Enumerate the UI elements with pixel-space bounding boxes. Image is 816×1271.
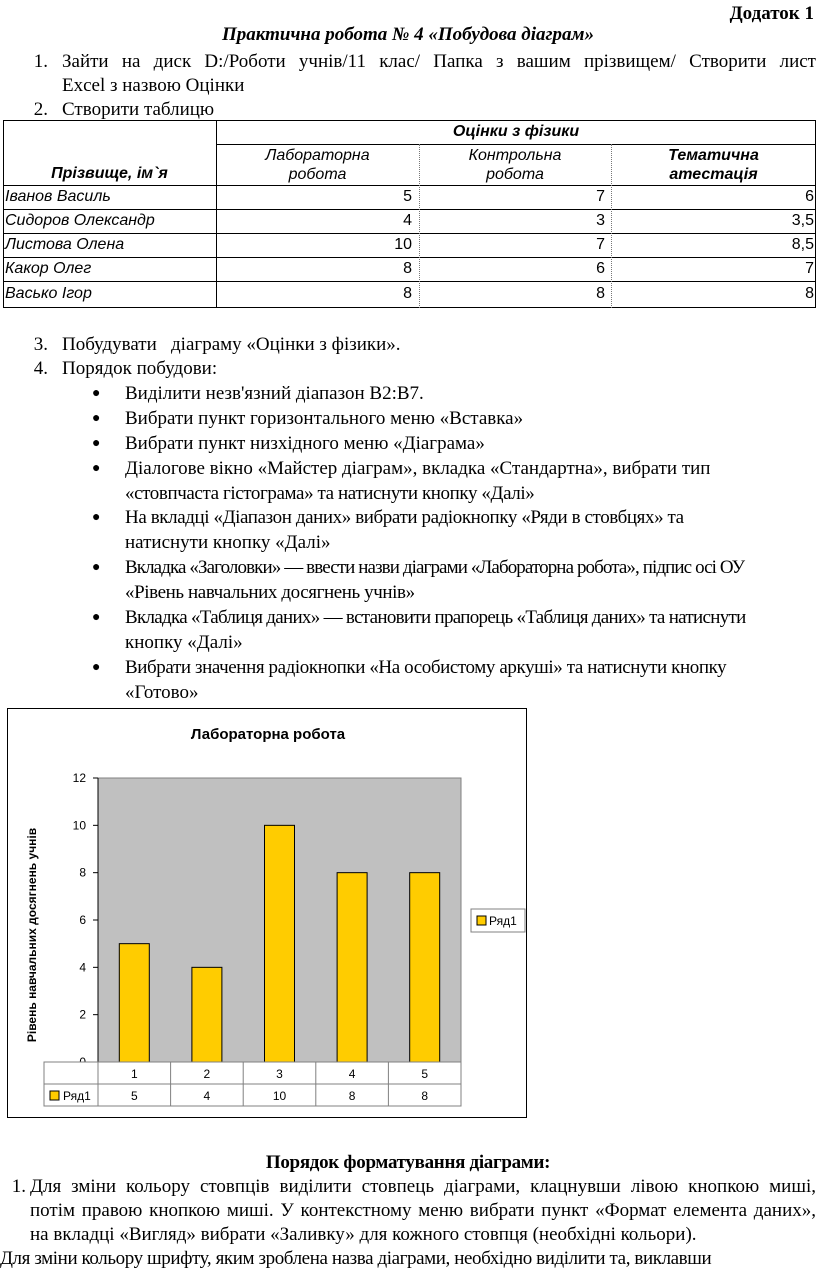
surname-header: Прізвище, ім`я — [51, 165, 168, 182]
grade-lab: 4 — [403, 212, 412, 229]
column-header-test: Контрольна робота — [468, 147, 562, 183]
list-item-text: натиснути кнопку «Далі» — [125, 532, 331, 553]
data-table-series-key — [50, 1091, 59, 1100]
grade-thematic: 6 — [805, 188, 814, 205]
list-item-text: Вкладка «Таблиця даних» — встановити прапорець «Таблиця даних» та натиснути — [125, 607, 746, 628]
student-name: Листова Олена — [5, 236, 125, 253]
grade-thematic: 7 — [805, 260, 814, 277]
list-item-text: Вибрати значення радіокнопки «На особистому аркуші» та натиснути кнопку — [125, 657, 727, 678]
data-table-value: 4 — [203, 1089, 211, 1103]
group-header: Оцінки з фізики — [452, 123, 580, 140]
bar — [410, 873, 440, 1062]
bar — [192, 967, 222, 1062]
list-item-text: Діалогове вікно «Майстер діаграм», вкладка «Стандартна», вибрати тип — [125, 458, 711, 479]
category-label: 1 — [130, 1067, 138, 1081]
step-number: 2. — [33, 99, 48, 120]
step-number: 1. — [11, 1176, 26, 1197]
step-number: 3. — [33, 334, 48, 355]
grade-test: 8 — [596, 285, 605, 302]
category-label: 3 — [276, 1067, 283, 1081]
chart-title: Лабораторна робота — [190, 726, 346, 743]
step-text-line: Створити таблицю — [62, 99, 215, 120]
grade-test: 7 — [596, 236, 605, 253]
grade-test: 6 — [596, 260, 605, 277]
grades-table — [3, 120, 816, 308]
grade-thematic: 8,5 — [791, 236, 814, 253]
grade-lab: 8 — [403, 260, 412, 277]
step-text-line: Зайти на диск D:/Роботи учнів/11 клас/ Папка з вашим прізвищем/ Створити лист — [62, 51, 816, 72]
list-item-text: На вкладці «Діапазон даних» вибрати радіокнопку «Ряди в стовбцях» та — [125, 507, 684, 528]
bullet-icon: ● — [92, 560, 101, 575]
appendix-label: Додаток 1 — [729, 3, 814, 24]
y-tick-label: 10 — [72, 818, 86, 833]
y-tick-label: 8 — [79, 865, 86, 880]
y-axis-label: Рівень навчальних досягнень учнів — [25, 827, 39, 1043]
bullet-icon: ● — [92, 436, 101, 451]
grade-lab: 8 — [403, 285, 412, 302]
data-table-value: 5 — [130, 1089, 138, 1103]
bar — [337, 873, 367, 1062]
step-text-line: Для зміни кольору стовпців виділити стовпець діаграми, клацнувши лівою кнопкою миші, — [30, 1176, 816, 1197]
step-number: 1. — [33, 51, 48, 72]
student-name: Васько Ігор — [5, 285, 92, 302]
grade-lab: 5 — [403, 188, 412, 205]
y-tick-label: 2 — [79, 1007, 86, 1022]
student-name: Сидоров Олександр — [5, 212, 155, 229]
grade-thematic: 8 — [805, 285, 814, 302]
list-item-text: Вибрати пункт низхідного меню «Діаграма» — [125, 433, 485, 454]
bullet-icon: ● — [92, 386, 101, 401]
category-label: 4 — [348, 1067, 356, 1081]
list-item-text: кнопку «Далі» — [125, 632, 243, 653]
list-item-text: «Рівень навчальних досягнень учнів» — [125, 582, 415, 603]
y-tick-label: 4 — [79, 960, 86, 975]
grade-test: 7 — [596, 188, 605, 205]
legend-key — [477, 916, 486, 925]
student-name: Какор Олег — [5, 260, 92, 277]
step-text-line: Excel з назвою Оцінки — [62, 75, 245, 96]
bar — [265, 825, 295, 1062]
data-table-value: 10 — [272, 1089, 287, 1103]
bar-chart — [8, 709, 526, 1117]
step-text-line: Побудувати діаграму «Оцінки з фізики». — [62, 334, 401, 355]
category-label: 2 — [203, 1067, 211, 1081]
grade-thematic: 3,5 — [791, 212, 814, 229]
student-name: Іванов Василь — [5, 188, 111, 205]
list-item-text: «Готово» — [125, 682, 199, 703]
step-text-line: потім правою кнопкою миші. У контекстному меню вибрати пункт «Формат елемента даних», — [30, 1200, 816, 1221]
y-tick-label: 6 — [79, 913, 86, 927]
bullet-icon: ● — [92, 411, 101, 426]
document-title: Практична робота № 4 «Побудова діаграм» — [221, 24, 595, 45]
list-item-text: Виділити незв'язний діапазон В2:В7. — [125, 383, 424, 404]
formatting-last-line: Для зміни кольору шрифту, яким зроблена назва діаграми, необхідно виділити та, виклавши — [0, 1248, 712, 1269]
step-text-line: на вкладці «Вигляд» вибрати «Заливку» для кожного стовпця (необхідні кольори). — [30, 1224, 697, 1245]
grade-test: 3 — [596, 212, 605, 229]
bar — [119, 944, 149, 1062]
data-table-value: 8 — [348, 1089, 356, 1103]
bullet-icon: ● — [92, 461, 101, 476]
step-text-line: Порядок побудови: — [62, 358, 218, 379]
data-table-series-name: Ряд1 — [63, 1089, 91, 1103]
formatting-heading: Порядок форматування діаграми: — [265, 1152, 551, 1173]
bullet-icon: ● — [92, 610, 101, 625]
column-header-thematic: Тематична атестація — [668, 147, 759, 183]
step-number: 4. — [33, 358, 48, 379]
bullet-icon: ● — [92, 510, 101, 525]
grade-lab: 10 — [394, 236, 412, 253]
bullet-icon: ● — [92, 660, 101, 675]
list-item-text: Вибрати пункт горизонтального меню «Вставка» — [125, 408, 524, 429]
data-table-value: 8 — [421, 1089, 429, 1103]
category-label: 5 — [421, 1067, 429, 1081]
y-tick-label: 12 — [72, 771, 86, 785]
chart-frame — [7, 708, 527, 1118]
list-item-text: «стовпчаста гістограма» та натиснути кнопку «Далі» — [125, 483, 535, 504]
list-item-text: Вкладка «Заголовки» — ввести назви діаграми «Лабораторна робота», підпис осі ОУ — [125, 557, 745, 578]
column-header-lab: Лабораторна робота — [265, 147, 370, 183]
legend-label: Ряд1 — [489, 914, 517, 928]
